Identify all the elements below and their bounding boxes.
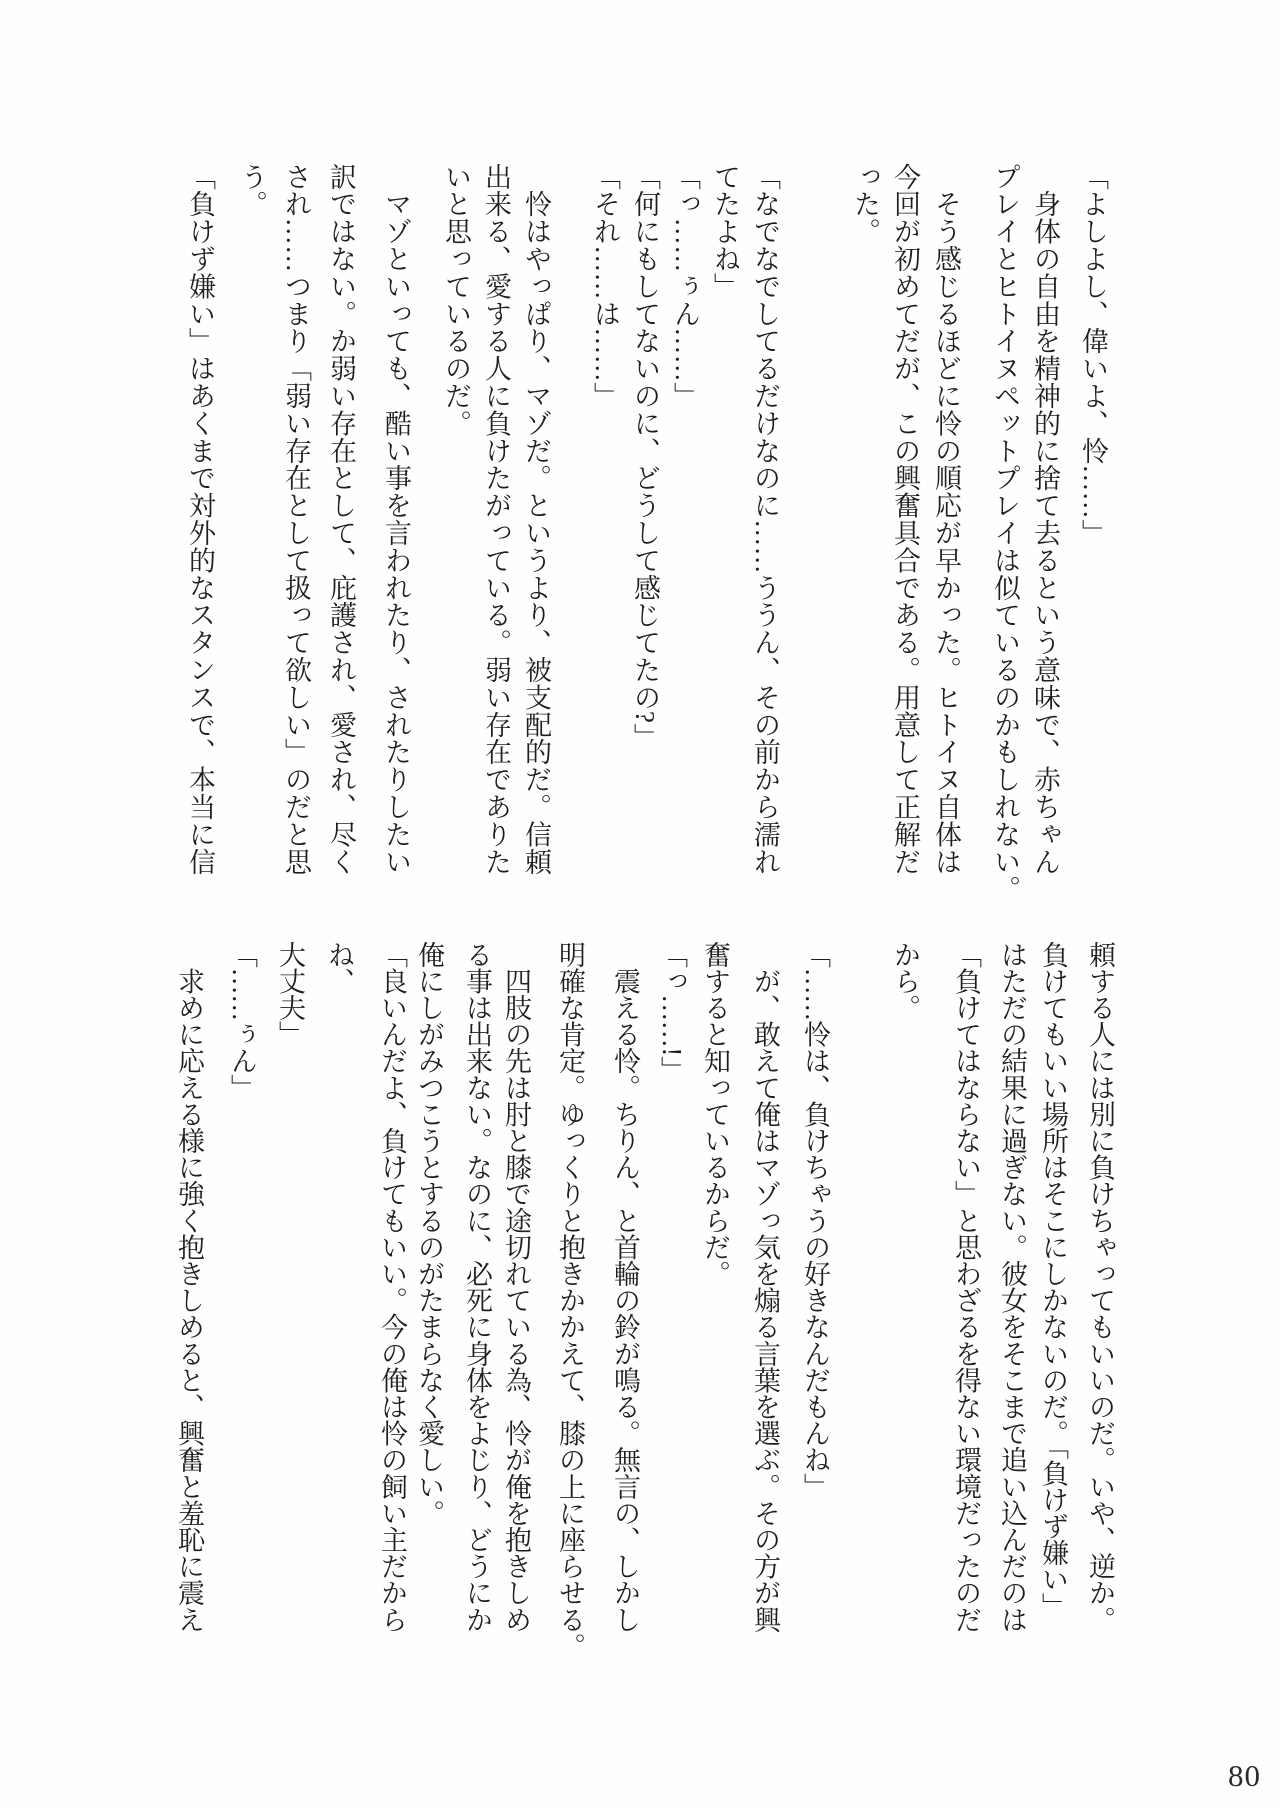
text-column: 俺にしがみつこうとするのがたまらなく愛しい。 [414, 941, 444, 1527]
text-column: 怜はやっぱり、マゾだ。というより、被支配的だ。信頼 [521, 163, 551, 876]
text-column: 四肢の先は肘と膝で途切れている為、怜が俺を抱きしめ [501, 941, 531, 1633]
text-column: プレイとヒトイヌペットプレイは似ているのかもしれない。 [990, 163, 1020, 903]
text-column: 求めに応える様に強く抱きしめると、興奮と羞恥に震え [174, 941, 204, 1633]
text-column: から。 [890, 941, 920, 1021]
text-column: され……つまり「弱い存在として扱って欲しい」のだと思 [281, 163, 311, 876]
text-column: る事は出来ない。なのに、必死に身体をよじり、どうにか [462, 941, 492, 1633]
text-column: 今回が初めてだが、この興奮具合である。用意して正解だ [890, 163, 920, 876]
text-column: 負けてもいい場所はそこにしかないのだ。「負けず嫌い」 [1038, 941, 1068, 1620]
text-column: 「よしよし、偉いよ、怜……」 [1078, 163, 1108, 547]
text-column: った。 [850, 163, 880, 246]
text-column: てたよね」 [710, 163, 740, 300]
text-column: 「……怜は、負けちゃうの好きなんだもんね」 [800, 941, 830, 1500]
text-column: 出来る、愛する人に負けたがっている。弱い存在でありた [481, 163, 511, 876]
text-column: そう感じるほどに怜の順応が早かった。ヒトイヌ自体は [931, 163, 961, 876]
text-column: 「負けてはならない」と思わざるを得ない環境だったのだ [951, 941, 981, 1633]
text-column: が、敢えて俺はマゾっ気を煽る言葉を選ぶ。その方が興 [750, 941, 780, 1633]
text-column: 奮すると知っているからだ。 [700, 941, 730, 1287]
text-column: 身体の自由を精神的に捨て去るという意味で、赤ちゃん [1030, 163, 1060, 876]
text-column: いと思っているのだ。 [441, 163, 471, 437]
text-column: 明確な肯定。ゆっくりと抱きかかえて、膝の上に座らせる。 [555, 941, 585, 1660]
text-column: 「っ……!」 [657, 941, 687, 1083]
text-column: 「なでなでしてるだけなのに……ううん、その前から濡れ [750, 163, 780, 876]
text-column: 「っ……ぅん……」 [670, 163, 700, 410]
text-column: う。 [237, 163, 267, 218]
text-column: 「それ……は……」 [590, 163, 620, 410]
text-column: 「良いんだよ、負けてもいい。今の俺は怜の飼い主だから [377, 941, 407, 1633]
text-column: 「何にもしてないのに、どうして感じてたの?」 [630, 163, 660, 751]
text-column: 頼する人には別に負けちゃってもいいのだ。いや、逆か。 [1085, 941, 1115, 1633]
text-column: ね、 [324, 941, 354, 995]
text-column: はただの結果に過ぎない。彼女をそこまで追い込んだのは [997, 941, 1027, 1633]
text-column: 訳ではない。か弱い存在として、庇護され、愛され、尽く [326, 163, 356, 876]
text-column: 「負けず嫌い」はあくまで対外的なスタンスで、本当に信 [185, 163, 215, 876]
text-column: 「……ぅん」 [227, 941, 257, 1101]
text-column: 大丈夫」 [275, 941, 305, 1048]
page-number: 80 [1228, 1758, 1261, 1793]
text-column: マゾといっても、酷い事を言われたり、されたりしたい [381, 163, 411, 876]
text-column: 震える怜。ちりん、と首輪の鈴が鳴る。無言の、しかし [610, 941, 640, 1633]
